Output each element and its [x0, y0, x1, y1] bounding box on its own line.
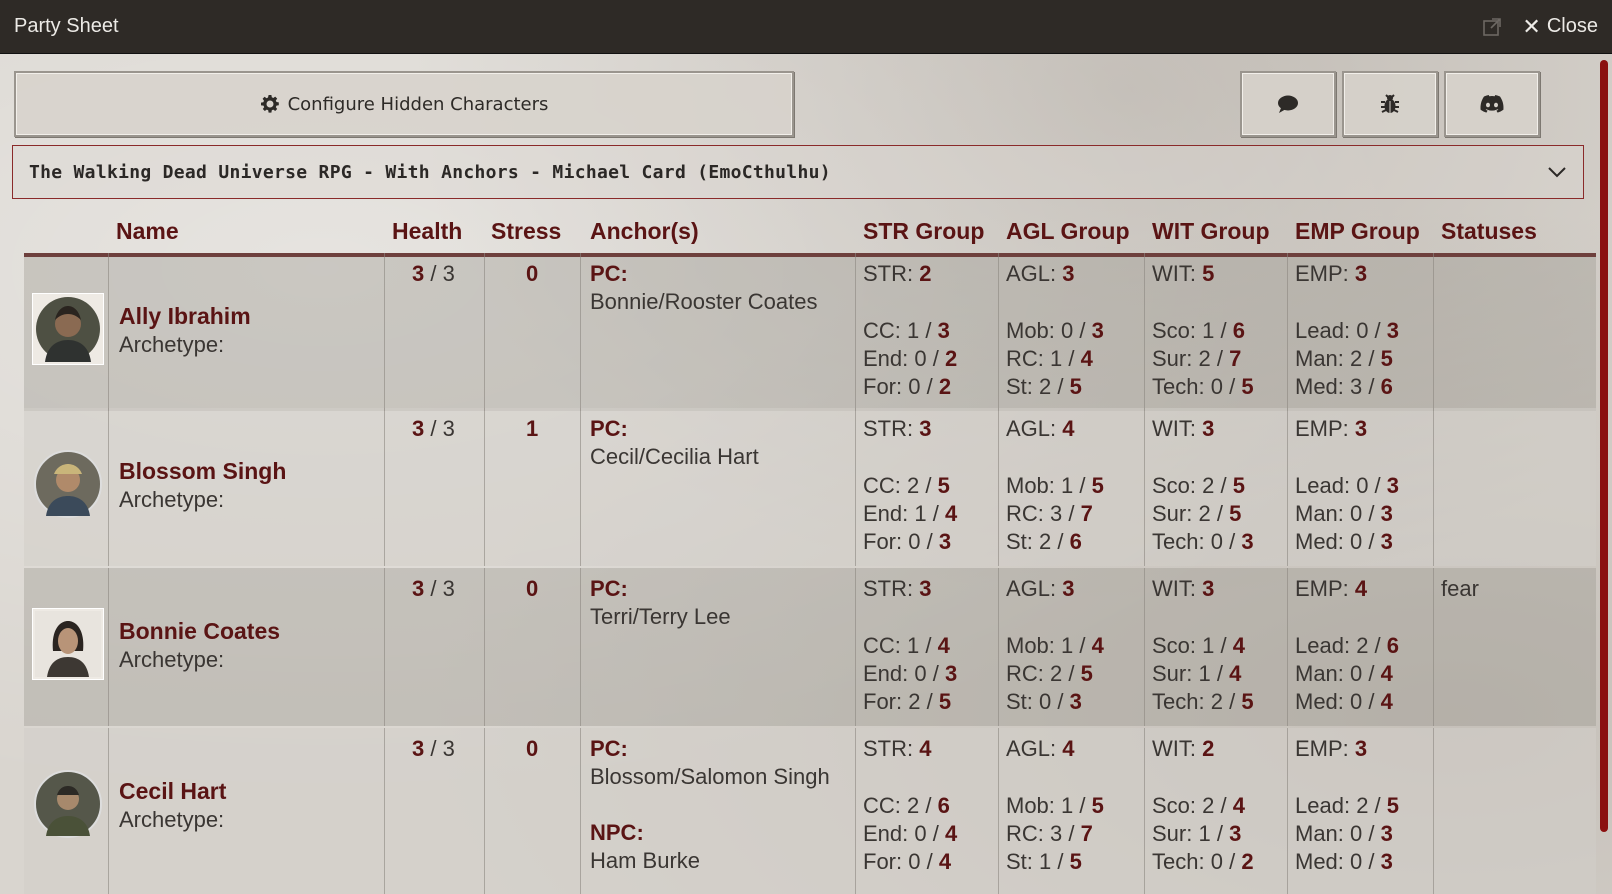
- bug-icon: [1378, 92, 1402, 116]
- str-group: STR: 3: [863, 416, 932, 441]
- character-row[interactable]: [24, 253, 1596, 411]
- chat-icon: [1276, 93, 1300, 115]
- col-header-stress[interactable]: Stress: [491, 218, 562, 244]
- avatar[interactable]: [32, 293, 104, 365]
- health-value: 3 / 3: [412, 576, 455, 601]
- configure-hidden-characters-button[interactable]: [14, 71, 794, 137]
- emp-group: EMP: 3: [1295, 736, 1368, 761]
- emp-group: EMP: 3: [1295, 416, 1368, 441]
- col-header-health[interactable]: Health: [392, 218, 463, 244]
- col-header-wit[interactable]: WIT Group: [1152, 218, 1270, 244]
- wit-skills: Sco: 1 / 4 Sur: 1 / 4 Tech: 2 / 5: [1152, 633, 1254, 714]
- str-group: STR: 2: [863, 261, 932, 286]
- wit-group: WIT: 5: [1152, 261, 1215, 286]
- avatar[interactable]: [32, 768, 104, 840]
- col-header-agl[interactable]: AGL Group: [1006, 218, 1130, 244]
- character-archetype: Archetype:: [119, 647, 225, 672]
- character-name[interactable]: Cecil Hart: [119, 778, 227, 804]
- anchor-label: PC:: [590, 736, 628, 761]
- anchor-label: NPC:: [590, 820, 644, 845]
- col-header-statuses[interactable]: Statuses: [1441, 218, 1537, 244]
- stress-value: 0: [526, 576, 539, 601]
- str-skills: CC: 1 / 4 End: 0 / 3 For: 2 / 5: [863, 633, 958, 714]
- character-name[interactable]: Bonnie Coates: [119, 618, 281, 644]
- health-value: 3 / 3: [412, 416, 455, 441]
- agl-skills: Mob: 1 / 5 RC: 3 / 7 St: 1 / 5: [1006, 793, 1104, 874]
- emp-skills: Lead: 2 / 5 Man: 0 / 3 Med: 0 / 3: [1295, 793, 1400, 874]
- anchor-label: PC:: [590, 416, 628, 441]
- system-select[interactable]: [12, 145, 1584, 199]
- agl-group: AGL: 4: [1006, 416, 1075, 441]
- bug-report-button[interactable]: [1342, 71, 1438, 137]
- avatar[interactable]: [32, 608, 104, 680]
- stress-value: 0: [526, 736, 539, 761]
- title-bar: [0, 0, 1612, 54]
- col-header-str[interactable]: STR Group: [863, 218, 985, 244]
- health-value: 3 / 3: [412, 736, 455, 761]
- character-name[interactable]: Blossom Singh: [119, 458, 287, 484]
- anchor-value: Blossom/Salomon Singh: [590, 764, 830, 789]
- str-group: STR: 3: [863, 576, 932, 601]
- character-archetype: Archetype:: [119, 487, 225, 512]
- health-value: 3 / 3: [412, 261, 455, 286]
- close-button[interactable]: [1522, 14, 1598, 40]
- str-skills: CC: 2 / 5 End: 1 / 4 For: 0 / 3: [863, 473, 958, 554]
- wit-skills: Sco: 1 / 6 Sur: 2 / 7 Tech: 0 / 5: [1152, 318, 1254, 399]
- window-title: Party Sheet: [14, 15, 119, 37]
- agl-skills: Mob: 0 / 3 RC: 1 / 4 St: 2 / 5: [1006, 318, 1104, 399]
- str-group: STR: 4: [863, 736, 932, 761]
- gear-icon: [260, 94, 280, 114]
- wit-skills: Sco: 2 / 4 Sur: 1 / 3 Tech: 0 / 2: [1152, 793, 1254, 874]
- chevron-down-icon: [1547, 166, 1567, 178]
- character-row[interactable]: [24, 728, 1596, 894]
- anchor-value: Bonnie/Rooster Coates: [590, 289, 818, 314]
- anchor-label: PC:: [590, 261, 628, 286]
- anchor-value: Cecil/Cecilia Hart: [590, 444, 759, 469]
- anchor-value: Ham Burke: [590, 848, 701, 873]
- character-archetype: Archetype:: [119, 807, 225, 832]
- str-skills: CC: 2 / 6 End: 0 / 4 For: 0 / 4: [863, 793, 958, 874]
- status-value: fear: [1441, 576, 1479, 601]
- close-label: Close: [1546, 15, 1598, 37]
- agl-skills: Mob: 1 / 5 RC: 3 / 7 St: 2 / 6: [1006, 473, 1104, 554]
- configure-label: Configure Hidden Characters: [287, 93, 549, 115]
- popout-icon[interactable]: [1482, 17, 1502, 37]
- stress-value: 1: [526, 416, 539, 441]
- chat-button[interactable]: [1240, 71, 1336, 137]
- emp-group: EMP: 4: [1295, 576, 1368, 601]
- emp-group: EMP: 3: [1295, 261, 1368, 286]
- grid-header: [24, 208, 1596, 257]
- agl-skills: Mob: 1 / 4 RC: 2 / 5 St: 0 / 3: [1006, 633, 1104, 714]
- wit-group: WIT: 2: [1152, 736, 1215, 761]
- wit-group: WIT: 3: [1152, 576, 1215, 601]
- wit-skills: Sco: 2 / 5 Sur: 2 / 5 Tech: 0 / 3: [1152, 473, 1254, 554]
- agl-group: AGL: 3: [1006, 261, 1075, 286]
- scrollbar-thumb[interactable]: [1600, 60, 1608, 832]
- emp-skills: Lead: 2 / 6 Man: 0 / 4 Med: 0 / 4: [1295, 633, 1400, 714]
- discord-icon: [1479, 94, 1505, 114]
- character-row[interactable]: [24, 408, 1596, 566]
- discord-button[interactable]: [1444, 71, 1540, 137]
- wit-group: WIT: 3: [1152, 416, 1215, 441]
- character-row[interactable]: [24, 568, 1596, 726]
- col-header-name[interactable]: Name: [116, 218, 179, 244]
- col-header-anchors[interactable]: Anchor(s): [590, 218, 699, 244]
- avatar[interactable]: [32, 448, 104, 520]
- character-archetype: Archetype:: [119, 332, 225, 357]
- close-icon: ✕: [1522, 13, 1541, 39]
- anchor-value: Terri/Terry Lee: [590, 604, 731, 629]
- stress-value: 0: [526, 261, 539, 286]
- agl-group: AGL: 4: [1006, 736, 1075, 761]
- emp-skills: Lead: 0 / 3 Man: 0 / 3 Med: 0 / 3: [1295, 473, 1400, 554]
- emp-skills: Lead: 0 / 3 Man: 2 / 5 Med: 3 / 6: [1295, 318, 1400, 399]
- system-select-value: The Walking Dead Universe RPG - With Anchors - Michael Card (EmoCthulhu): [29, 161, 831, 183]
- character-name[interactable]: Ally Ibrahim: [119, 303, 251, 329]
- col-header-emp[interactable]: EMP Group: [1295, 218, 1420, 244]
- anchor-label: PC:: [590, 576, 628, 601]
- str-skills: CC: 1 / 3 End: 0 / 2 For: 0 / 2: [863, 318, 958, 399]
- agl-group: AGL: 3: [1006, 576, 1075, 601]
